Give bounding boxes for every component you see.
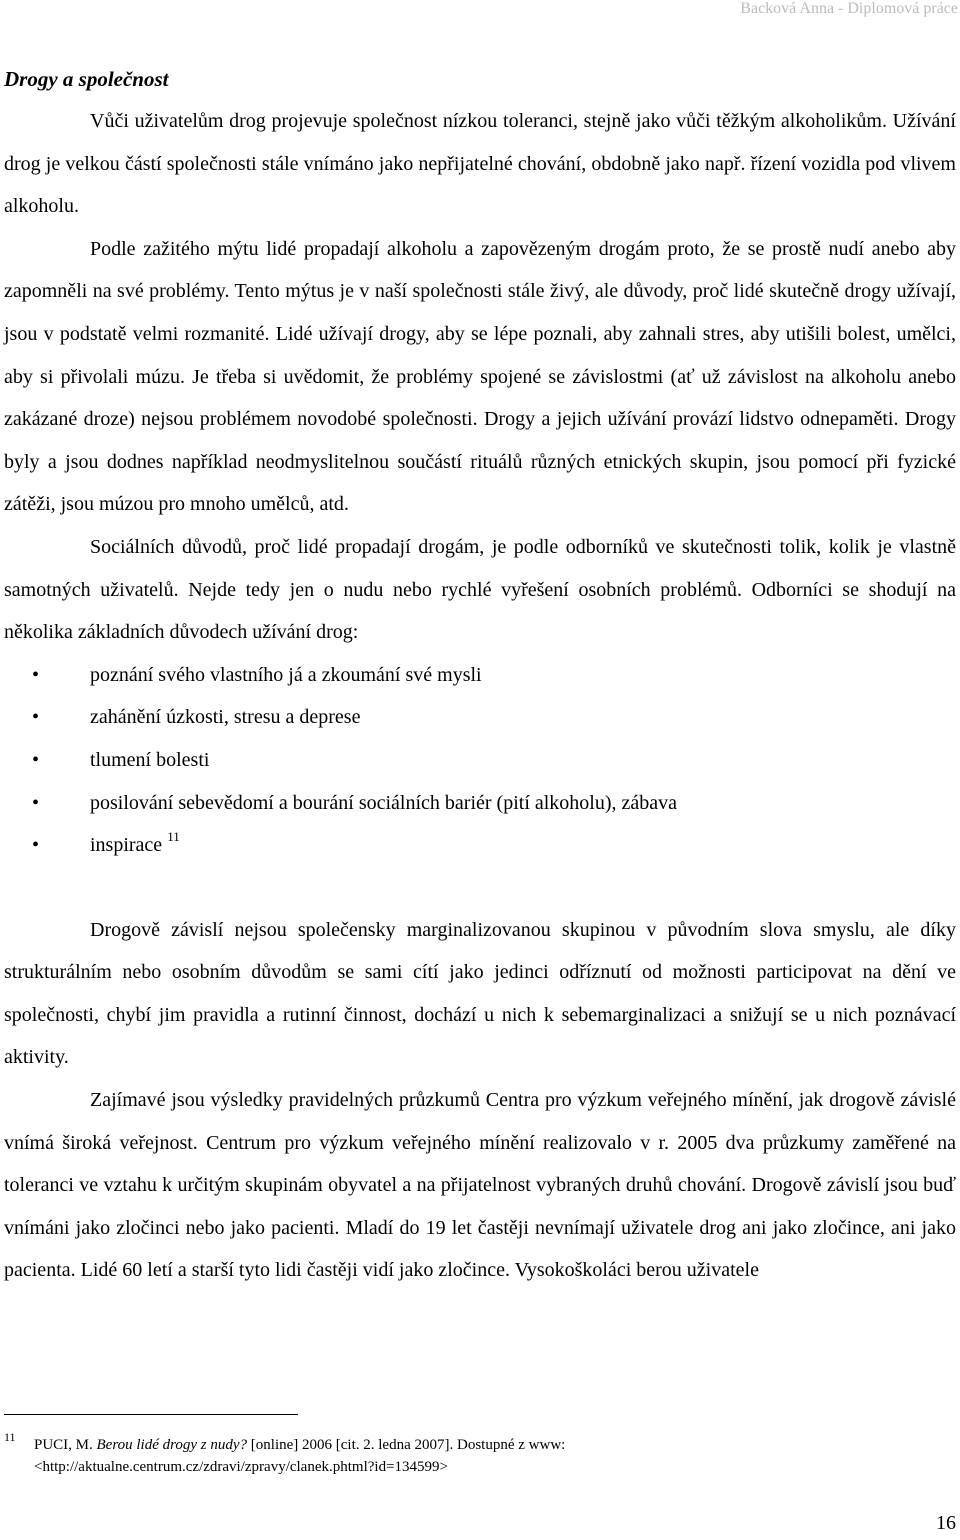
list-item [4, 782, 956, 825]
bullet-icon: • [32, 834, 40, 857]
footnote [4, 1428, 704, 1478]
list-item [4, 696, 956, 739]
paragraph-3: Sociálních důvodů, proč lidé propadají drogám, je podle odborníků ve skutečnosti tolik, kolik je vlastně samotných uživatelů. Nejde tedy jen o nudu nebo rychlé vyřešení osobních problémů. Odborníci se shodují na několika základních důvodech užívání drog: [4, 535, 956, 644]
page-number: 16 [936, 1512, 956, 1534]
list-item [4, 654, 956, 697]
footnote-divider [4, 1414, 298, 1415]
footnote-ref[interactable]: 11 [167, 829, 180, 845]
list-item-text: posilování sebevědomí a bourání sociálních bariér (pití alkoholu), zábava [90, 791, 678, 814]
footnote-number: 11 [4, 1430, 16, 1444]
page-body [4, 58, 956, 1292]
paragraph-4: Drogově závislí nejsou společensky marginalizovanou skupinou v původním slova smyslu, ale díky strukturálním nebo osobním důvodům se sami cítí jako jedinci odříznutí od možnosti participovat na dění ve společnosti, chybí jim pravidla a rutinní činnost, dochází u nich k sebemarginalizaci a snižují se u nich poznávací aktivity. [4, 918, 956, 1069]
list-item-text: poznání svého vlastního já a zkoumání své mysli [90, 663, 482, 686]
bullet-icon: • [32, 791, 40, 814]
list-item [4, 739, 956, 782]
paragraph-5: Zajímavé jsou výsledky pravidelných průzkumů Centra pro výzkum veřejného mínění, jak drogově závislé vnímá široká veřejnost. Centrum pro výzkum veřejného mínění realizovalo v r. 2005 dva průzkumy zaměřené na toleranci ve vztahu k určitým skupinám obyvatel a na přijatelnost vybraných druhů chování. Drogově závislí jsou buď vnímáni jako zločinci nebo jako pacienti. Mladí do 19 let častěji nevnímají uživatele drog ani jako zločince, ani jako pacienta. Lidé 60 letí a starší tyto lidi častěji vidí jako zločince. Vysokoškoláci berou uživatele [4, 1089, 956, 1282]
footnote-author: PUCI, M. [34, 1437, 93, 1453]
section-title: Drogy a společnost [4, 67, 169, 91]
footnote-url[interactable]: <http://aktualne.centrum.cz/zdravi/zpravy/clanek.phtml?id=134599> [34, 1459, 448, 1475]
footnote-details: [online] 2006 [cit. 2. ledna 2007]. Dostupné z www: [250, 1437, 566, 1453]
list-item-text: tlumení bolesti [90, 748, 210, 771]
reasons-list [4, 654, 956, 867]
spacer [4, 867, 956, 909]
footnote-body [4, 1428, 704, 1478]
bullet-icon: • [32, 663, 40, 686]
list-item [4, 824, 956, 867]
paragraph-1: Vůči uživatelům drog projevuje společnost nízkou toleranci, stejně jako vůči těžkým alkoholikům. Užívání drog je velkou částí společnosti stále vnímáno jako nepřijatelné chování, obdobně jako např. řízení vozidla pod vlivem alkoholu. [4, 110, 956, 218]
bullet-icon: • [32, 706, 40, 729]
running-header: Backová Anna - Diplomová práce [740, 0, 958, 17]
paragraph-2: Podle zažitého mýtu lidé propadají alkoholu a zapovězeným drogám proto, že se prostě nudí anebo aby zapomněli na své problémy. Tento mýtus je v naší společnosti stále živý, ale důvody, proč lidé skutečně drogy užívají, jsou v podstatě velmi rozmanité. Lidé užívají drogy, aby se lépe poznali, aby zahnali stres, aby utišili bolest, umělci, aby si přivolali múzu. Je třeba si uvědomit, že problémy spojené se závislostmi (ať už závislost na alkoholu anebo zakázané droze) nejsou problémem novodobé společnosti. Drogy a jejich užívání provází lidstvo odnepaměti. Drogy byly a jsou dodnes například neodmyslitelnou součástí rituálů různých etnických skupin, jsou pomocí při fyzické zátěži, jsou múzou pro mnoho umělců, atd. [4, 237, 956, 516]
footnote-title: Berou lidé drogy z nudy? [96, 1437, 248, 1453]
list-item-text: zahánění úzkosti, stresu a deprese [90, 706, 361, 729]
list-item-text: inspirace [90, 834, 163, 857]
bullet-icon: • [32, 748, 40, 771]
